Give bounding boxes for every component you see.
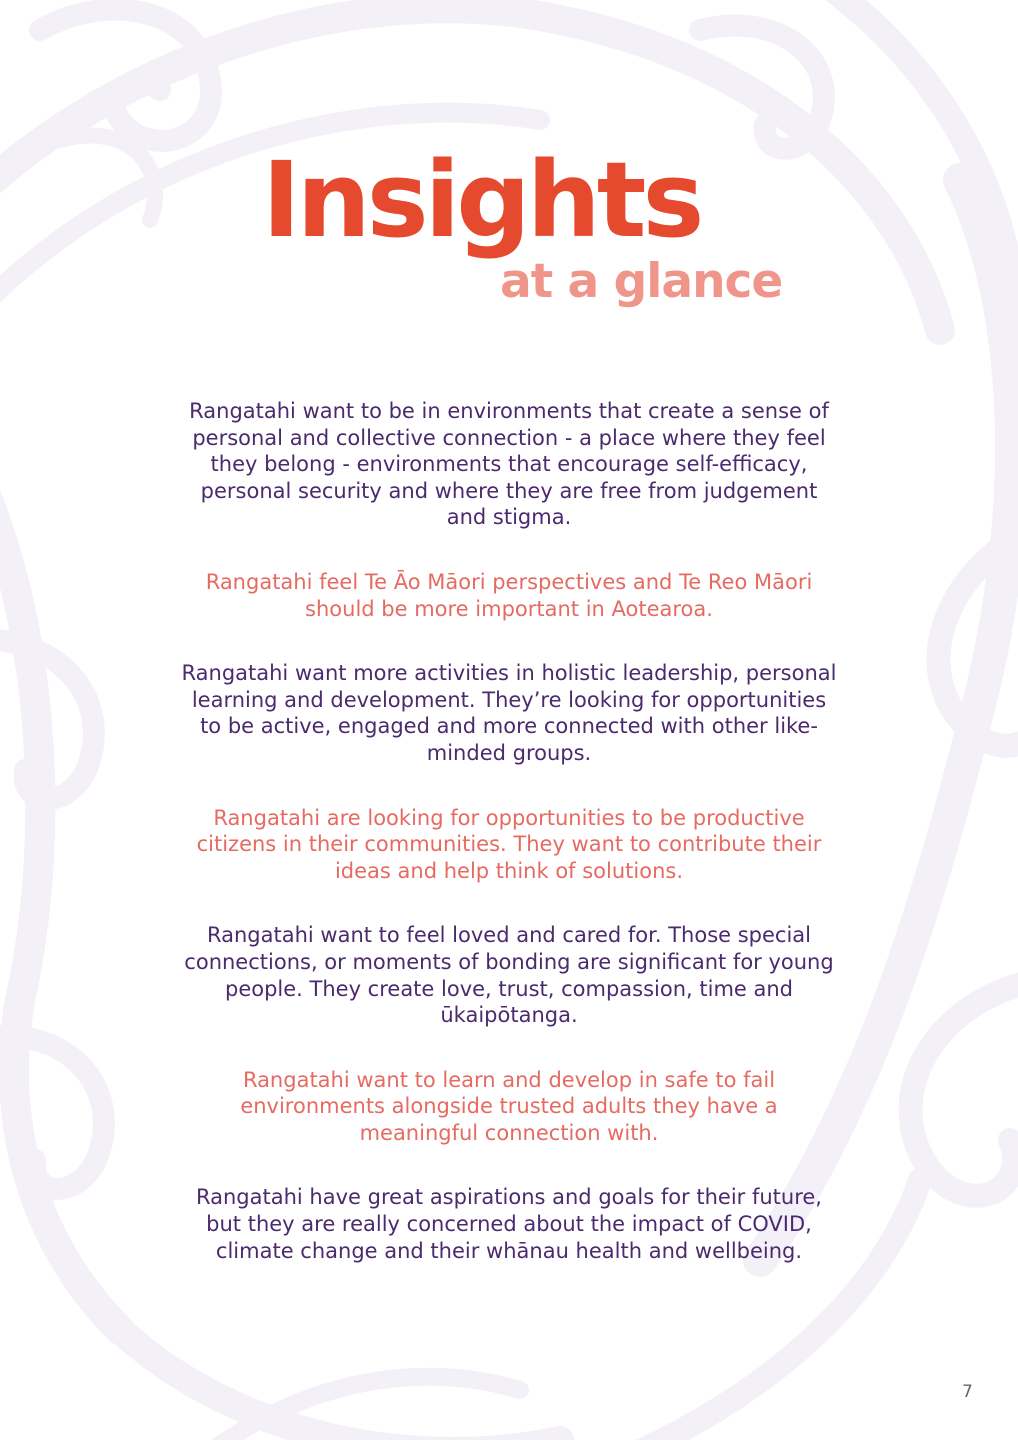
insight-paragraph: Rangatahi want more activities in holistic leadership, personal learning and development. They’re looking for opportunities to be active, engaged and more connected with other like-minded groups.: [181, 661, 837, 765]
insight-paragraph: Rangatahi want to feel loved and cared for. Those special connections, or moments of bonding are significant for young people. They create love, trust, compassion, time and ūkaipōtanga.: [184, 923, 834, 1028]
insights-list: [179, 398, 839, 1302]
insight-paragraph: Rangatahi want to learn and develop in safe to fail environments alongside trusted adults they have a meaningful connection with.: [240, 1067, 778, 1145]
insight-paragraph: Rangatahi are looking for opportunities to be productive citizens in their communities. They want to contribute their ideas and help think of solutions.: [196, 805, 822, 883]
title-block: [0, 0, 1018, 340]
insight-paragraph: Rangatahi feel Te Āo Māori perspectives and Te Reo Māori should be more important in Aotearoa.: [205, 569, 813, 621]
page-number: 7: [962, 1382, 973, 1402]
page-subtitle: at a glance: [500, 254, 783, 309]
page-title: Insights: [262, 139, 701, 261]
insight-paragraph: Rangatahi have great aspirations and goals for their future, but they are really concerned about the impact of COVID, climate change and their whānau health and wellbeing.: [195, 1185, 822, 1263]
insight-paragraph: Rangatahi want to be in environments that create a sense of personal and collective connection - a place where they feel they belong - environments that encourage self-efficacy, personal security and where they are free from judgement and stigma.: [189, 399, 829, 530]
